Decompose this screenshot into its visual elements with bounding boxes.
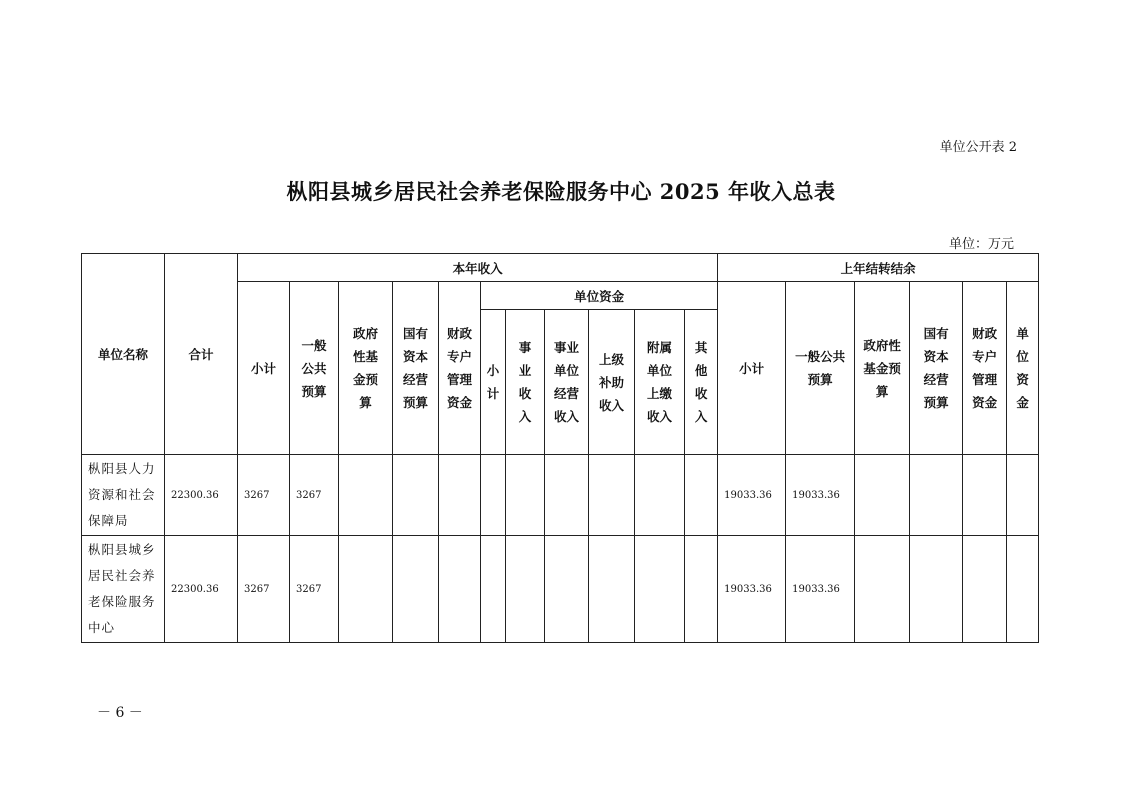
prev-subtotal-cell: 19033.36 <box>718 536 786 643</box>
header-prev-gov-fund: 政府性 基金预 算 <box>855 282 910 455</box>
header-cur-gov-fund: 政府 性基 金预 算 <box>339 282 393 455</box>
header-uf-operating: 事业 单位 经营 收入 <box>545 310 589 455</box>
header-prev-subtotal: 小计 <box>718 282 786 455</box>
unit-label: 单位：万元 <box>948 237 1014 252</box>
header-uf-subsidy: 上级 补助 收入 <box>589 310 635 455</box>
header-unit-funds: 单位资金 <box>481 282 718 310</box>
header-uf-subtotal: 小 计 <box>481 310 506 455</box>
empty-cell <box>589 455 635 536</box>
header-cur-special: 财政 专户 管理 资金 <box>439 282 481 455</box>
header-prev-general: 一般公共 预算 <box>786 282 855 455</box>
header-total: 合计 <box>165 254 238 455</box>
empty-cell <box>339 536 393 643</box>
unit-name-cell: 枞阳县城乡居民社会养老保险服务中心 <box>82 536 165 643</box>
header-prev-unit-funds: 单 位 资 金 <box>1007 282 1039 455</box>
header-prior-carryover: 上年结转结余 <box>718 254 1039 282</box>
unit-name-cell: 枞阳县人力资源和社会保障局 <box>82 455 165 536</box>
empty-cell <box>635 536 685 643</box>
form-number: 单位公开表 2 <box>939 140 1017 155</box>
empty-cell <box>1007 455 1039 536</box>
prev-general-cell: 19033.36 <box>786 455 855 536</box>
empty-cell <box>481 536 506 643</box>
header-uf-business: 事 业 收 入 <box>506 310 545 455</box>
cur-subtotal-cell: 3267 <box>238 455 290 536</box>
empty-cell <box>439 536 481 643</box>
page-number: － 6 － <box>97 705 143 721</box>
empty-cell <box>506 536 545 643</box>
header-cur-subtotal: 小计 <box>238 282 290 455</box>
empty-cell <box>506 455 545 536</box>
empty-cell <box>855 536 910 643</box>
empty-cell <box>1007 536 1039 643</box>
income-summary-table <box>81 253 1039 643</box>
total-cell: 22300.36 <box>165 455 238 536</box>
empty-cell <box>589 536 635 643</box>
empty-cell <box>545 455 589 536</box>
empty-cell <box>635 455 685 536</box>
header-prev-state-capital: 国有 资本 经营 预算 <box>910 282 963 455</box>
empty-cell <box>910 536 963 643</box>
cur-general-cell: 3267 <box>290 536 339 643</box>
table-row <box>82 455 1039 536</box>
empty-cell <box>685 536 718 643</box>
total-cell: 22300.36 <box>165 536 238 643</box>
empty-cell <box>685 455 718 536</box>
empty-cell <box>855 455 910 536</box>
empty-cell <box>439 455 481 536</box>
header-cur-general: 一般 公共 预算 <box>290 282 339 455</box>
cur-subtotal-cell: 3267 <box>238 536 290 643</box>
empty-cell <box>963 455 1007 536</box>
empty-cell <box>963 536 1007 643</box>
empty-cell <box>393 536 439 643</box>
header-uf-affiliated: 附属 单位 上缴 收入 <box>635 310 685 455</box>
header-current-income: 本年收入 <box>238 254 718 282</box>
header-uf-other: 其 他 收 入 <box>685 310 718 455</box>
prev-general-cell: 19033.36 <box>786 536 855 643</box>
prev-subtotal-cell: 19033.36 <box>718 455 786 536</box>
table-row <box>82 536 1039 643</box>
empty-cell <box>545 536 589 643</box>
header-prev-special: 财政 专户 管理 资金 <box>963 282 1007 455</box>
empty-cell <box>910 455 963 536</box>
empty-cell <box>393 455 439 536</box>
page-title: 枞阳县城乡居民社会养老保险服务中心 2025 年收入总表 <box>286 179 836 204</box>
empty-cell <box>339 455 393 536</box>
empty-cell <box>481 455 506 536</box>
cur-general-cell: 3267 <box>290 455 339 536</box>
header-cur-state-capital: 国有 资本 经营 预算 <box>393 282 439 455</box>
header-unit-name: 单位名称 <box>82 254 165 455</box>
